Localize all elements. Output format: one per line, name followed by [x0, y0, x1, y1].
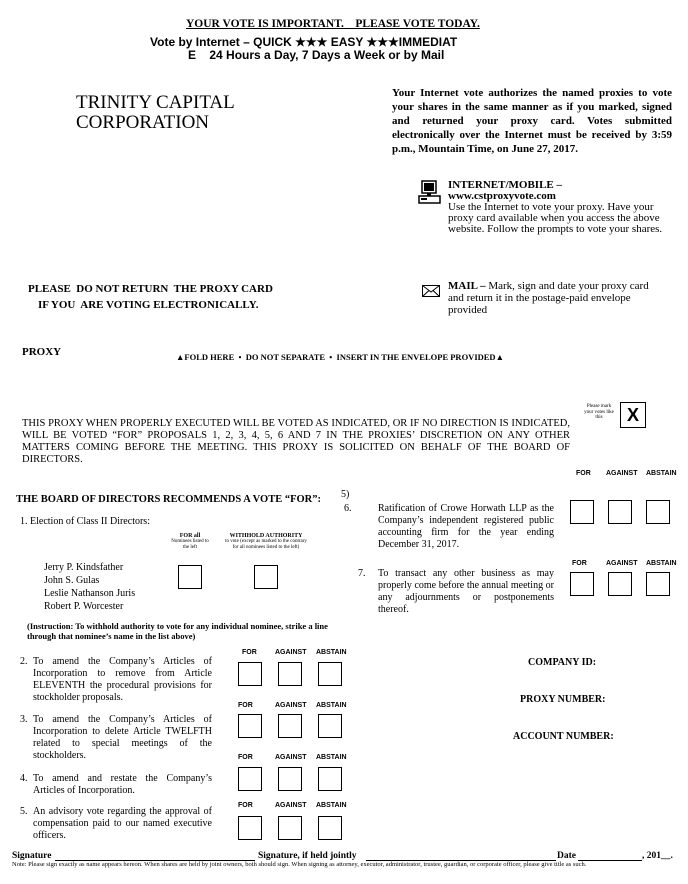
fold-line: ▲FOLD HERE • DO NOT SEPARATE • INSERT IN THE ENVELOPE PROVIDED▲: [176, 352, 504, 362]
envelope-icon: [422, 284, 440, 296]
proposal-number: 5.: [20, 806, 28, 817]
proposal-2-abstain-checkbox[interactable]: [318, 662, 342, 686]
nominee-item: Leslie Nathanson Juris: [44, 588, 136, 599]
col-header-for: FOR: [576, 470, 591, 477]
proposal-7-abstain-checkbox[interactable]: [646, 572, 670, 596]
col-header-for: FOR: [238, 702, 253, 709]
col-header-against: AGAINST: [275, 754, 307, 761]
proposal-2-against-checkbox[interactable]: [278, 662, 302, 686]
proposal-6: [344, 503, 554, 551]
internet-title: INTERNET/MOBILE –: [448, 179, 562, 191]
internet-url: www.cstproxyvote.com: [448, 190, 556, 202]
proposal-3: [20, 714, 212, 762]
proposal-4-against-checkbox[interactable]: [278, 767, 302, 791]
proposal-6-for-checkbox[interactable]: [570, 500, 594, 524]
proposal-2: [20, 656, 212, 704]
election-withhold-checkbox[interactable]: [254, 565, 278, 589]
proxy-statement: THIS PROXY WHEN PROPERLY EXECUTED WILL BE VOTED AS INDICATED, OR IF NO DIRECTION IS INDICATED, WILL BE VOTED “FOR” PROPOSALS 1, 2, 3, 4, 5, 6 AND 7 IN THE PROXIES’ DISCRETION ON ANY OTHER MATTERS COMING BEFORE THE MEETING. THIS PROXY IS SOLICITED ON BEHALF OF THE BOARD OF DIRECTORS.: [22, 418, 570, 465]
withhold-sub: to vote (except as marked to the contrary for all nominees listed to the left): [225, 539, 307, 550]
withhold-instruction: (Instruction: To withhold authority to vote for any individual nominee, strike a line through that nominee’s name in the list above): [27, 621, 328, 641]
proposal-number: 4.: [20, 773, 28, 784]
proposal-3-for-checkbox[interactable]: [238, 714, 262, 738]
company-name: [76, 93, 235, 133]
proposal-6-against-checkbox[interactable]: [608, 500, 632, 524]
mail-option: [448, 280, 666, 316]
col-header-abstain: ABSTAIN: [316, 702, 347, 709]
proposal-3-against-checkbox[interactable]: [278, 714, 302, 738]
proposal-7-for-checkbox[interactable]: [570, 572, 594, 596]
for-all-title: FOR all: [179, 533, 201, 539]
proposal-text: To amend the Company’s Articles of Incorporation to delete Article TWELFTH related to special meetings of the stockholders.: [33, 714, 212, 761]
proposal-text: To amend and restate the Company’s Articles of Incorporation.: [33, 773, 212, 796]
proposal-5-against-checkbox[interactable]: [278, 816, 302, 840]
vote-by-internet-line: Vote by Internet – QUICK ★★★ EASY ★★★IMMEDIAT: [150, 35, 458, 49]
proposal-text: To amend the Company’s Articles of Incorporation to remove from Article ELEVENTH the procedural provisions for stockholder proposals.: [33, 656, 212, 703]
mark-example-box: [620, 402, 646, 428]
proposal-5-abstain-checkbox[interactable]: [318, 816, 342, 840]
proposal-number: 6.: [344, 503, 352, 514]
internet-notice: Your Internet vote authorizes the named proxies to vote your shares in the same manner as if you marked, signed and returned your proxy card. Votes submitted electronically over the Internet must be received by 3:59 p.m., Mountain Time, on June 27, 2017.: [392, 87, 672, 155]
do-not-return-notice: [28, 281, 273, 313]
proposal-number: 3.: [20, 714, 28, 725]
nominee-list: [44, 561, 135, 613]
internet-option: [448, 180, 666, 235]
account-number-label: ACCOUNT NUMBER:: [513, 731, 614, 742]
col-header-abstain: ABSTAIN: [646, 470, 677, 477]
company-name-line2: CORPORATION: [76, 112, 210, 133]
mail-title: MAIL –: [448, 280, 486, 292]
nominee-item: Jerry P. Kindsfather: [44, 562, 124, 573]
col-header-for: FOR: [572, 560, 587, 567]
company-id-label: COMPANY ID:: [528, 657, 597, 668]
do-not-return-line2: IF YOU ARE VOTING ELECTRONICALLY.: [38, 299, 259, 311]
proposal-2-for-checkbox[interactable]: [238, 662, 262, 686]
proposal-text: To transact any other business as may properly come before the annual meeting or any adjournments or postponements thereof.: [378, 568, 554, 615]
election-for-all-checkbox[interactable]: [178, 565, 202, 589]
nominee-item: John S. Gulas: [44, 575, 100, 586]
proposal-7-against-checkbox[interactable]: [608, 572, 632, 596]
proposal-4-abstain-checkbox[interactable]: [318, 767, 342, 791]
proposal-text: An advisory vote regarding the approval of compensation paid to our named executive officers.: [33, 806, 212, 841]
proposal-5-for-checkbox[interactable]: [238, 816, 262, 840]
col-header-for: FOR: [238, 754, 253, 761]
signature-label: Signature: [12, 851, 52, 861]
proposal-5: [20, 806, 212, 842]
proposal-6-abstain-checkbox[interactable]: [646, 500, 670, 524]
withhold-header: [222, 533, 310, 551]
proxy-number-label: PROXY NUMBER:: [520, 694, 606, 705]
year-label: , 201__.: [642, 851, 673, 861]
col-header-abstain: ABSTAIN: [316, 649, 347, 656]
proposal-7: [358, 568, 554, 616]
col-header-against: AGAINST: [275, 702, 307, 709]
signature-joint-label: Signature, if held jointly: [258, 851, 357, 861]
nominee-item: Robert P. Worcester: [44, 601, 124, 612]
col-header-for: FOR: [242, 649, 257, 656]
col-header-against: AGAINST: [606, 470, 638, 477]
do-not-return-line1: PLEASE DO NOT RETURN THE PROXY CARD: [28, 283, 273, 295]
computer-icon: [418, 180, 442, 208]
election-title: 1. Election of Class II Directors:: [20, 516, 150, 527]
col-header-for: FOR: [238, 802, 253, 809]
col-header-abstain: ABSTAIN: [646, 560, 677, 567]
mark-example-label: Please mark your votes like this: [584, 404, 614, 420]
mark-example-x: X: [626, 405, 639, 425]
stray-number: 5): [341, 489, 350, 500]
mail-instructions: Mark, sign and date your proxy card and return it in the postage-paid envelope provided: [448, 280, 649, 316]
for-all-sub: Nominees listed to the left: [171, 539, 209, 550]
proposal-text: Ratification of Crowe Horwath LLP as the Company’s independent registered public accounting firm for the year ending December 31, 2017.: [378, 503, 554, 550]
hours-line: E 24 Hours a Day, 7 Days a Week or by Mail: [188, 48, 445, 62]
col-header-abstain: ABSTAIN: [316, 754, 347, 761]
date-label: Date: [557, 851, 576, 861]
signature-note: Note: Please sign exactly as name appears hereon. When shares are held by joint owners, both should sign. When signing as attorney, executor, administrator, trustee, guardian, or corporate officer, please give title as such.: [12, 861, 587, 868]
col-header-abstain: ABSTAIN: [316, 802, 347, 809]
board-recommends-heading: THE BOARD OF DIRECTORS RECOMMENDS A VOTE “FOR”:: [16, 494, 322, 505]
proposal-3-abstain-checkbox[interactable]: [318, 714, 342, 738]
proposal-4: [20, 773, 212, 797]
proposal-4-for-checkbox[interactable]: [238, 767, 262, 791]
for-all-header: [170, 533, 210, 551]
company-name-line1: TRINITY CAPITAL: [76, 92, 235, 113]
internet-instructions: Use the Internet to vote your proxy. Have your proxy card available when you access the above website. Follow the prompts to vote your shares.: [448, 201, 663, 235]
proxy-label: PROXY: [22, 346, 62, 358]
proposal-number: 2.: [20, 656, 28, 667]
withhold-title: WITHHOLD AUTHORITY: [229, 533, 303, 539]
col-header-against: AGAINST: [606, 560, 638, 567]
col-header-against: AGAINST: [275, 649, 307, 656]
col-header-against: AGAINST: [275, 802, 307, 809]
vote-important-heading: YOUR VOTE IS IMPORTANT. PLEASE VOTE TODAY.: [186, 18, 480, 30]
proposal-number: 7.: [358, 568, 366, 579]
